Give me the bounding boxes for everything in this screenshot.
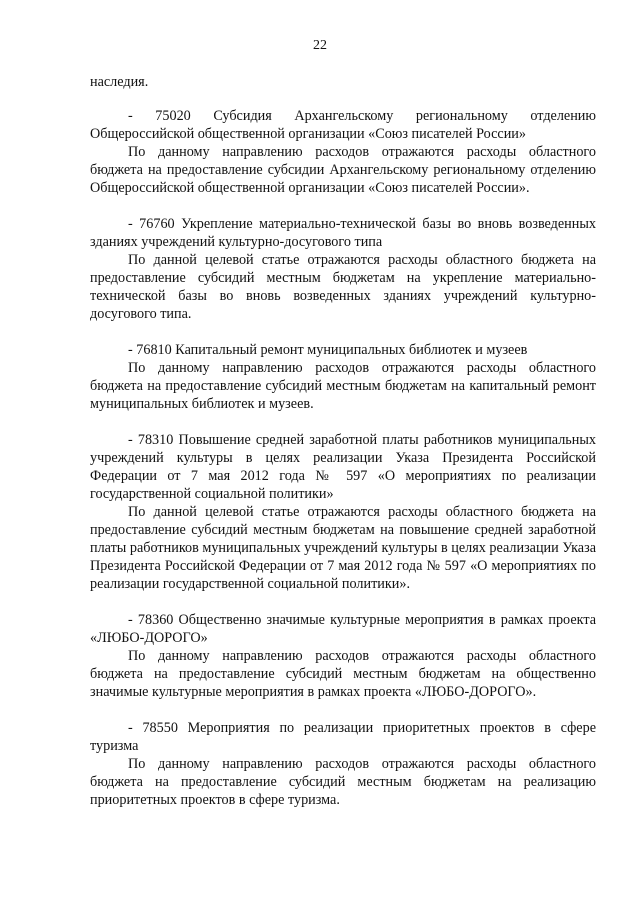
section-76810 xyxy=(90,341,596,413)
document-body xyxy=(90,73,596,809)
section-78550 xyxy=(90,719,596,809)
section-body: По данной целевой статье отражаются расходы областного бюджета на предоставление субсидий местным бюджетам на укрепление материально-технической базы во вновь возведенных зданиях учреждений культурно-досугового типа. xyxy=(90,252,596,322)
section-body: По данному направлению расходов отражаются расходы областного бюджета на предоставление субсидий местным бюджетам на реализацию приоритетных проектов в сфере туризма. xyxy=(90,756,596,808)
section-75020 xyxy=(90,107,596,197)
section-heading: - 78310 Повышение средней заработной платы работников муниципальных учреждений культуры в целях реализации Указа Президента Российской Федерации от 7 мая 2012 года № 597 «О мероприятиях по реализации государственной социальной политики» xyxy=(90,432,596,502)
section-76760 xyxy=(90,215,596,323)
section-heading: - 78550 Мероприятия по реализации приоритетных проектов в сфере туризма xyxy=(90,720,596,754)
section-heading: - 78360 Общественно значимые культурные мероприятия в рамках проекта «ЛЮБО-ДОРОГО» xyxy=(90,612,596,646)
section-heading: - 76760 Укрепление материально-технической базы во вновь возведенных зданиях учреждений культурно-досугового типа xyxy=(90,216,596,250)
section-heading: - 75020 Субсидия Архангельскому региональному отделению Общероссийской общественной организации «Союз писателей России» xyxy=(90,108,596,142)
section-body: По данному направлению расходов отражаются расходы областного бюджета на предоставление субсидий местным бюджетам на капитальный ремонт муниципальных библиотек и музеев. xyxy=(90,360,596,412)
section-heading: - 76810 Капитальный ремонт муниципальных библиотек и музеев xyxy=(128,342,528,358)
section-78360 xyxy=(90,611,596,701)
section-body: По данной целевой статье отражаются расходы областного бюджета на предоставление субсидий местным бюджетам на повышение средней заработной платы работников муниципальных учреждений культуры в целях реализации Указа Президента Российской Федерации от 7 мая 2012 года № 597 «О мероприятиях по реализации государственной социальной политики». xyxy=(90,504,596,592)
intro-paragraph: наследия. xyxy=(90,74,149,90)
section-body: По данному направлению расходов отражаются расходы областного бюджета на предоставление субсидий местным бюджетам на общественно значимые культурные мероприятия в рамках проекта «ЛЮБО-ДОРОГО». xyxy=(90,648,596,700)
section-78310 xyxy=(90,431,596,593)
page-number: 22 xyxy=(313,38,327,53)
section-body: По данному направлению расходов отражаются расходы областного бюджета на предоставление субсидии Архангельскому региональному отделению Общероссийской общественной организации «Союз писателей России». xyxy=(90,144,596,196)
